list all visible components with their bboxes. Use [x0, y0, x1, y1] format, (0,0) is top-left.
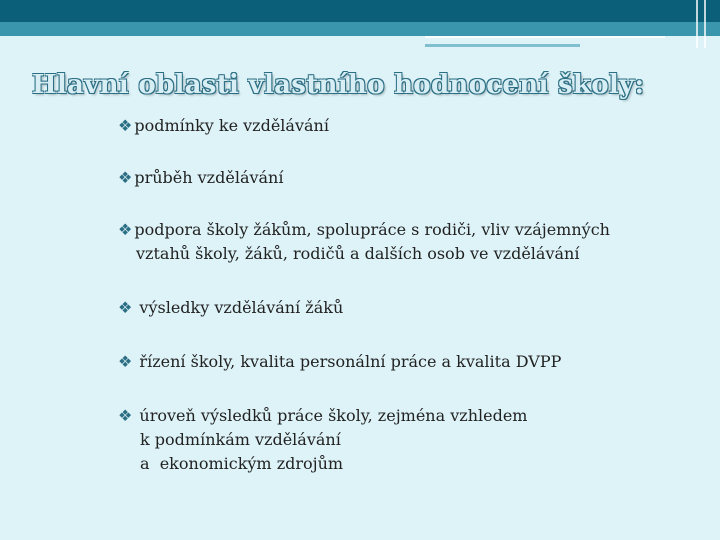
- item-text: řízení školy, kvalita personální práce a kvalita DVPP: [134, 352, 562, 371]
- item-text: úroveň výsledků práce školy, zejména vzhledem: [134, 406, 528, 425]
- diamond-bullet-icon: ❖: [118, 168, 133, 187]
- slide-title: Hlavní oblasti vlastního hodnocení školy:: [32, 70, 645, 100]
- diamond-bullet-icon: ❖: [118, 352, 133, 371]
- item-text: průběh vzdělávání: [134, 168, 284, 187]
- list-item: [118, 114, 329, 138]
- decor-vline: [696, 0, 698, 48]
- item-text: vztahů školy, žáků, rodičů a dalších osob ve vzdělávání: [136, 244, 580, 263]
- diamond-bullet-icon: ❖: [118, 116, 133, 135]
- list-item: [118, 350, 561, 374]
- header-bar: [0, 0, 720, 22]
- list-item: [118, 218, 610, 266]
- diamond-bullet-icon: ❖: [118, 220, 133, 239]
- item-text: podmínky ke vzdělávání: [134, 116, 329, 135]
- decor-line: [425, 44, 580, 47]
- item-text: a ekonomickým zdrojům: [140, 454, 344, 473]
- list-item: [118, 166, 283, 190]
- diamond-bullet-icon: ❖: [118, 406, 133, 425]
- decor-vline: [704, 0, 706, 48]
- item-text: podpora školy žákům, spolupráce s rodiči, vliv vzájemných: [134, 220, 610, 239]
- decor-line: [425, 36, 665, 38]
- list-item: [118, 404, 527, 476]
- item-text: výsledky vzdělávání žáků: [134, 298, 344, 317]
- item-text: k podmínkám vzdělávání: [140, 430, 341, 449]
- header-stripe: [0, 22, 720, 36]
- diamond-bullet-icon: ❖: [118, 298, 133, 317]
- list-item: [118, 296, 343, 320]
